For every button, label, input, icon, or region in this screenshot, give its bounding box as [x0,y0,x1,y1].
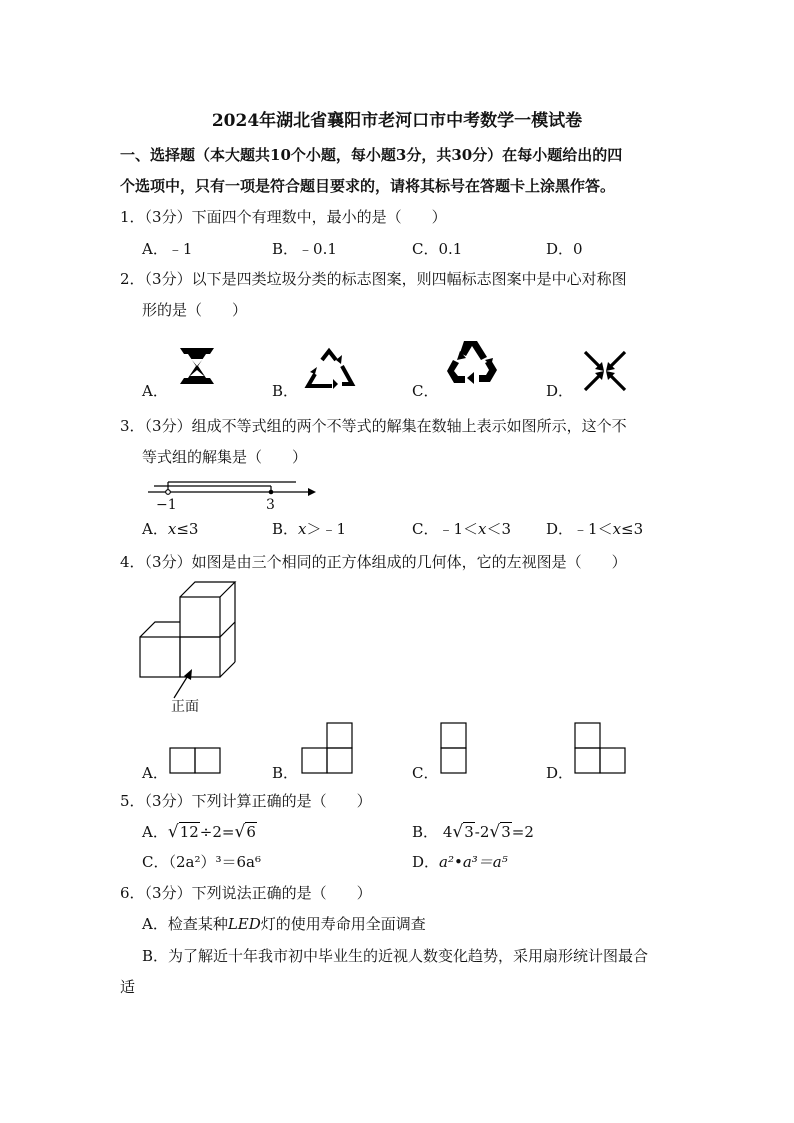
q5-option-c[interactable] [142,851,261,872]
q3-b-label: B． [272,520,299,538]
q3-c-label: C．﹣1＜ [412,520,479,538]
q4-option-a[interactable]: A． [142,764,168,782]
q6-option-b-line2: 适 [120,978,136,996]
view-b-figure [301,722,353,775]
q5-b-label: B． [412,823,439,841]
q5-a-radicand1: 12 [179,823,199,841]
q2-stem-line2: 形的是（ ） [142,301,248,319]
q3-a-label: A． [142,520,168,538]
section-heading-line1: 一、选择题（本大题共10个小题，每小题3分，共30分）在每小题给出的四 [120,146,623,164]
q1-option-b[interactable]: B．﹣0.1 [272,240,337,258]
q5-d-label: D． [412,853,440,871]
q6-a-post: 灯的使用寿命用全面调查 [260,915,426,933]
view-d-figure [574,722,626,775]
q3-option-d[interactable] [546,518,643,539]
q5-option-a[interactable]: A．√12÷2=√6 [142,822,256,842]
number-line-label-right: 3 [266,497,275,513]
q5-option-b[interactable]: B． 4√3-2√3=2 [412,822,534,842]
q1-stem: 1．（3分）下面四个有理数中，最小的是（ ） [120,208,447,226]
q6-a-pre: A．检查某种 [142,915,228,933]
q3-d-var: x [612,520,622,538]
q4-stem: 4．（3分）如图是由三个相同的正方体组成的几何体，它的左视图是（ ） [120,553,627,571]
q5-option-d[interactable] [412,851,508,872]
q2-option-d[interactable]: D． [546,382,574,400]
q5-a-radicand2: 6 [246,823,256,841]
q6-option-a[interactable] [142,913,426,934]
q3-b-var: x [298,520,307,538]
q1-option-a[interactable]: A．﹣1 [142,240,193,258]
view-c-figure [440,722,467,775]
q3-b-rest: ＞﹣1 [306,520,347,538]
q6-a-led: LED [227,915,261,933]
q6-stem: 6．（3分）下列说法正确的是（ ） [120,884,372,902]
front-label: 正面 [171,699,199,715]
q3-option-a[interactable] [142,518,198,539]
q3-c-var: x [478,520,487,538]
q5-b-coef: 4 [442,823,453,841]
q2-option-b[interactable]: B． [272,382,299,400]
hourglass-recycle-icon [176,345,220,390]
q5-b-radicand2: 3 [501,823,511,841]
q3-stem-line2: 等式组的解集是（ ） [142,448,308,466]
q3-stem-line1: 3．（3分）组成不等式组的两个不等式的解集在数轴上表示如图所示，这个不 [120,417,627,435]
q5-a-mid: ÷2= [199,823,235,841]
recycle-triangle-icon [302,348,356,390]
q5-c-label: C． [142,853,169,871]
q2-option-a[interactable]: A． [142,382,168,400]
q2-stem-line1: 2．（3分）以下是四类垃圾分类的标志图案，则四幅标志图案中是中心对称图 [120,270,627,288]
q3-a-rest: ≤3 [176,520,199,538]
q4-option-c[interactable]: C． [412,764,439,782]
q4-option-d[interactable]: D． [546,764,574,782]
q6-option-b-line1[interactable]: B．为了解近十年我市初中毕业生的近视人数变化趋势，采用扇形统计图最合 [142,947,649,965]
q5-b-radicand1: 3 [464,823,474,841]
view-a-figure [169,747,221,775]
number-line-label-left: −1 [156,497,177,513]
q5-b-end: =2 [511,823,534,841]
q5-d-expr: a²•a³＝a⁵ [439,853,508,871]
q2-option-c[interactable]: C． [412,382,439,400]
q1-option-d[interactable]: D．0 [546,240,583,258]
q4-option-b[interactable]: B． [272,764,299,782]
q5-a-label: A． [142,823,168,841]
recycle-arrows-icon [445,338,499,390]
page-title: 2024年湖北省襄阳市老河口市中考数学一模试卷 [211,111,583,131]
q3-option-c[interactable] [412,518,511,539]
q1-option-c[interactable]: C．0.1 [412,240,463,258]
q5-b-mid: -2 [474,823,490,841]
q5-c-expr: （2a²）³＝6a⁶ [168,853,261,871]
section-heading-line2: 个选项中，只有一项是符合题目要求的，请将其标号在答题卡上涂黑作答。 [120,177,616,195]
q3-option-b[interactable] [272,518,346,539]
q3-d-label: D．﹣1＜ [546,520,613,538]
compress-arrows-icon [583,350,627,392]
q3-a-var: x [167,520,177,538]
q3-c-rest: ＜3 [486,520,512,538]
q3-d-rest: ≤3 [621,520,644,538]
q5-stem: 5．（3分）下列计算正确的是（ ） [120,792,372,810]
